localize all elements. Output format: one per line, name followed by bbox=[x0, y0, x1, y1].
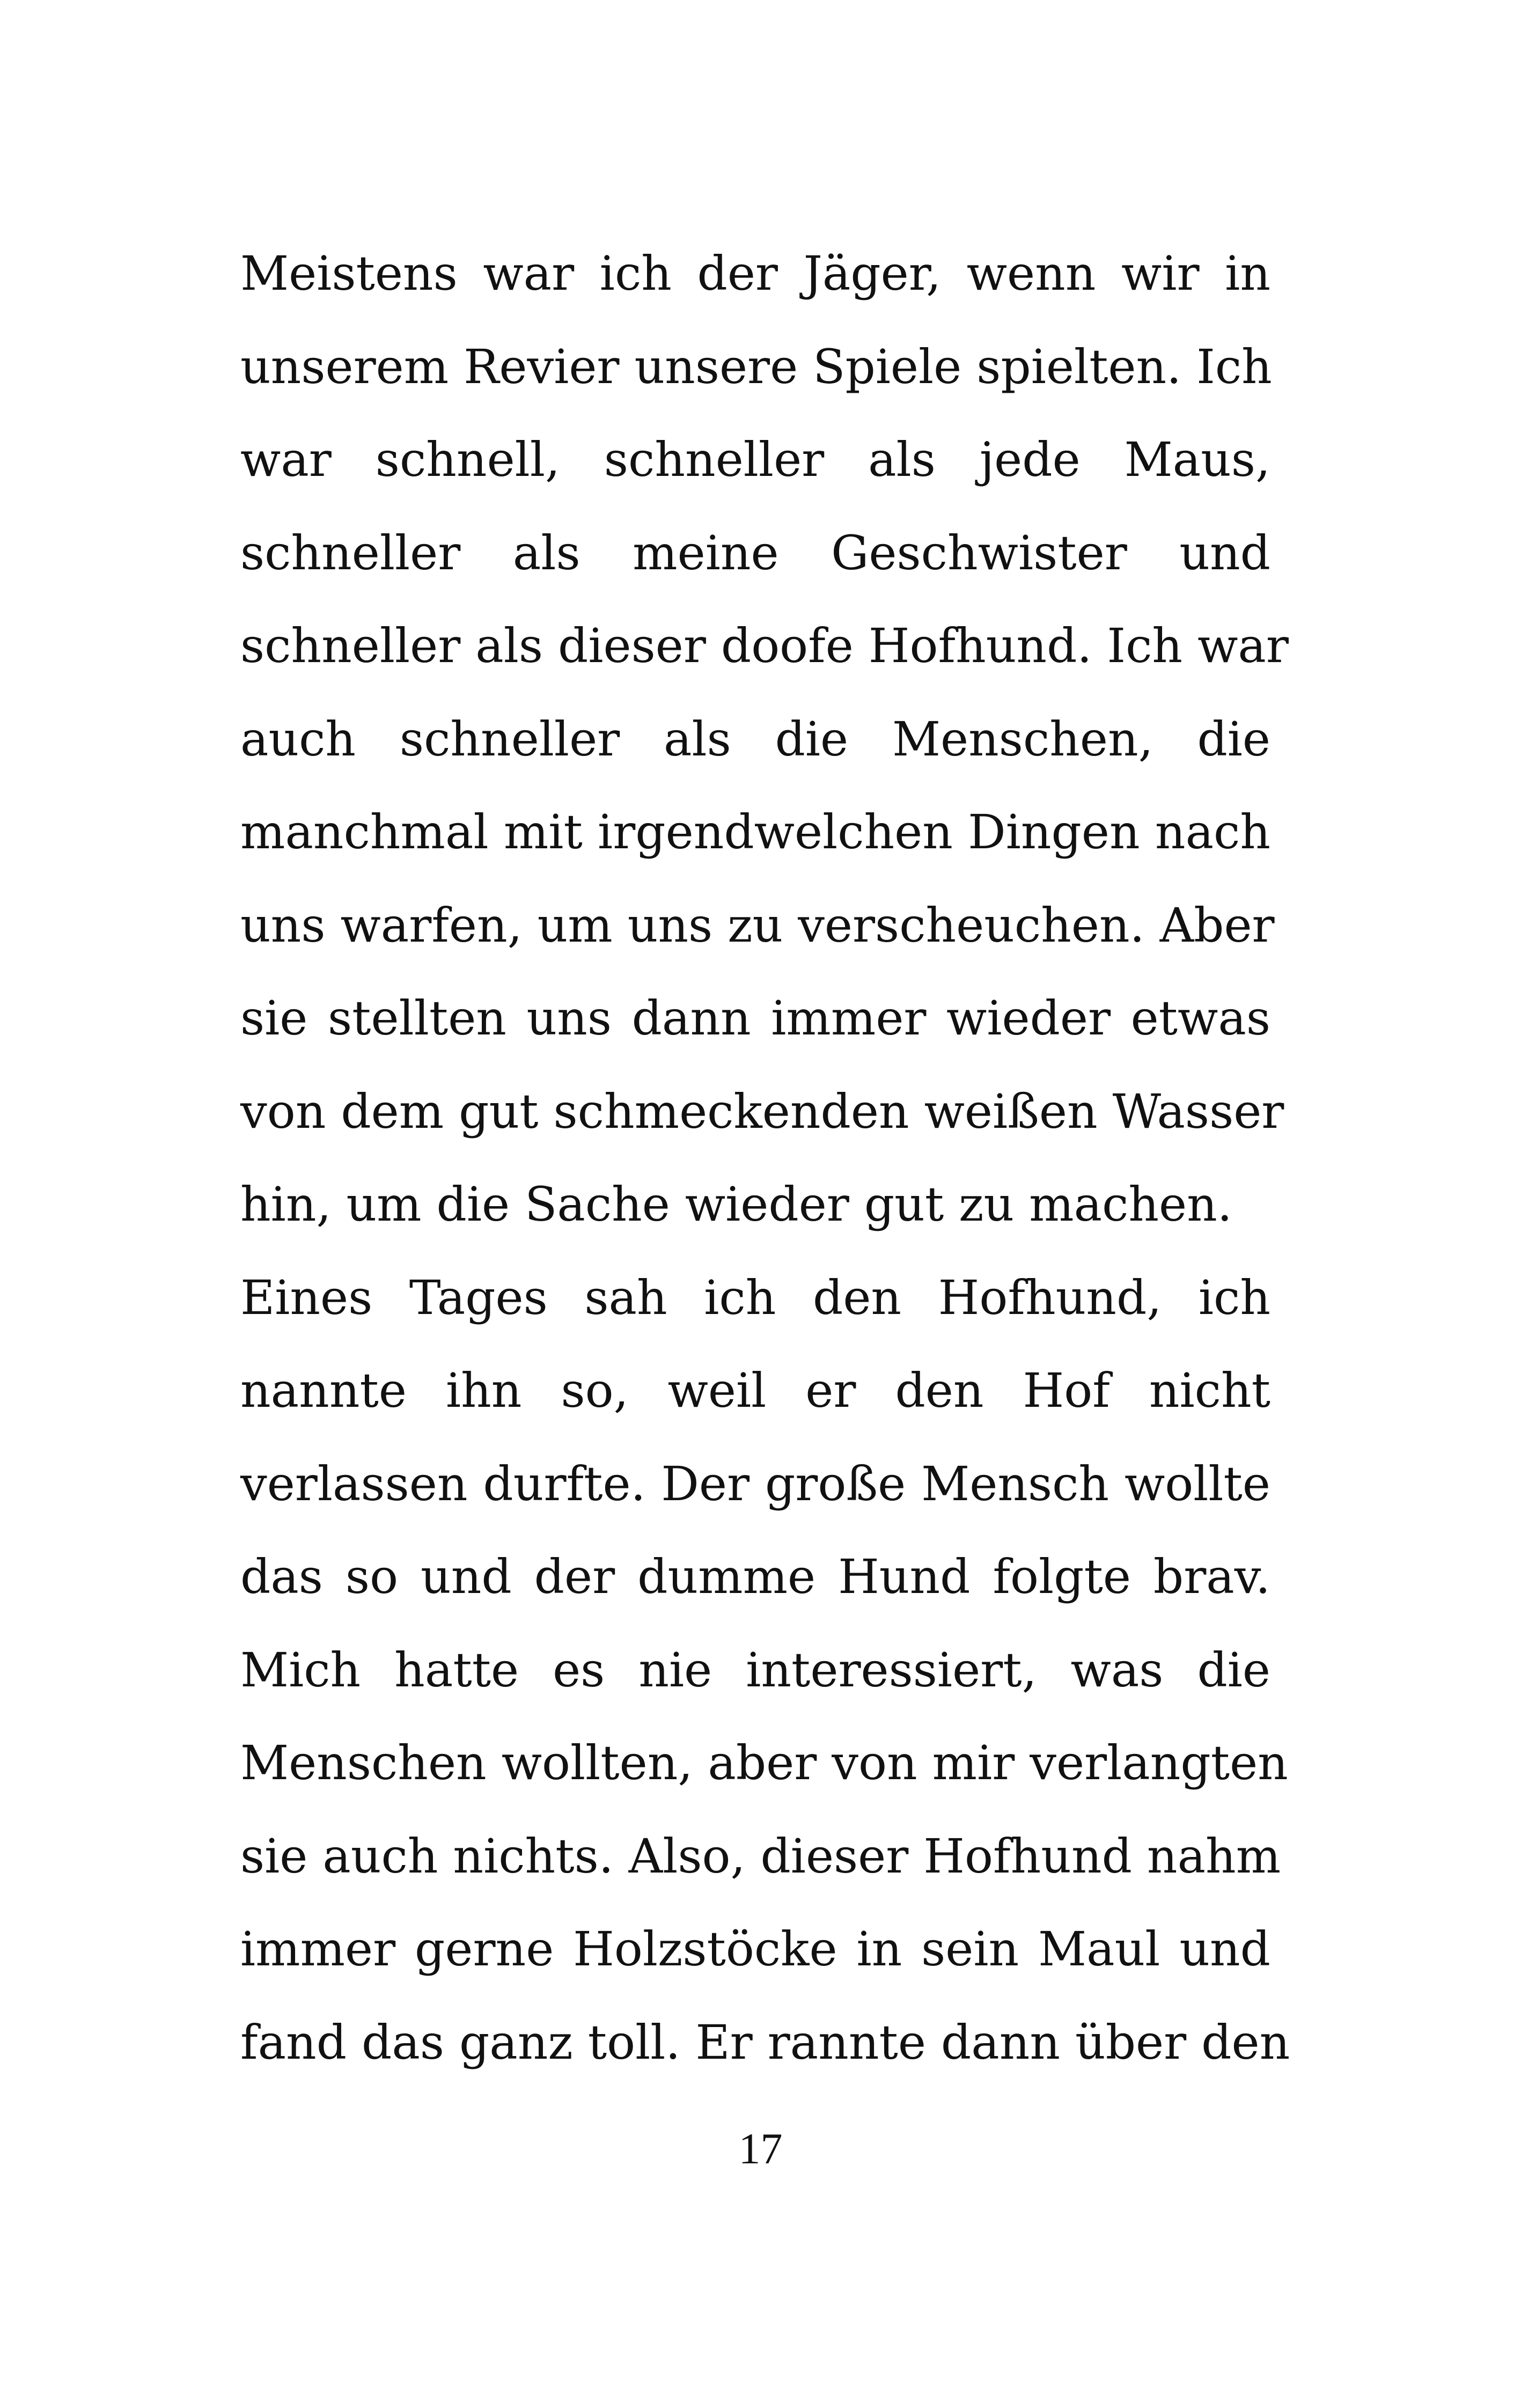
text-line: sie auch nichts. Also, dieser Hofhund nahm bbox=[240, 1828, 1281, 1884]
text-line: schneller als meine Geschwister und bbox=[240, 525, 1270, 581]
text-line: Meistens war ich der Jäger, wenn wir in bbox=[240, 246, 1270, 301]
text-line: immer gerne Holzstöcke in sein Maul und bbox=[240, 1921, 1270, 1977]
body-text bbox=[240, 239, 1290, 2101]
text-line: unserem Revier unsere Spiele spielten. Ich bbox=[240, 339, 1272, 394]
text-line: hin, um die Sache wieder gut zu machen. bbox=[240, 1177, 1232, 1232]
text-line: sie stellten uns dann immer wieder etwas bbox=[240, 990, 1270, 1046]
text-line: schneller als dieser doofe Hofhund. Ich war bbox=[240, 618, 1289, 673]
text-line: manchmal mit irgendwelchen Dingen nach bbox=[240, 804, 1270, 860]
text-line: auch schneller als die Menschen, die bbox=[240, 711, 1270, 767]
text-line: das so und der dumme Hund folgte brav. bbox=[240, 1549, 1270, 1604]
page-number: 17 bbox=[738, 2124, 783, 2173]
text-line: von dem gut schmeckenden weißen Wasser bbox=[240, 1083, 1284, 1139]
text-line: nannte ihn so, weil er den Hof nicht bbox=[240, 1363, 1270, 1418]
text-line: Mich hatte es nie interessiert, was die bbox=[240, 1642, 1270, 1698]
text-line: fand das ganz toll. Er rannte dann über den bbox=[240, 2014, 1290, 2070]
text-line: verlassen durfte. Der große Mensch wollte bbox=[240, 1456, 1270, 1511]
text-line: Eines Tages sah ich den Hofhund, ich bbox=[240, 1269, 1270, 1325]
text-line: uns warfen, um uns zu verscheuchen. Aber bbox=[240, 897, 1275, 953]
text-line: war schnell, schneller als jede Maus, bbox=[240, 432, 1270, 487]
text-line: Menschen wollten, aber von mir verlangten bbox=[240, 1735, 1288, 1790]
